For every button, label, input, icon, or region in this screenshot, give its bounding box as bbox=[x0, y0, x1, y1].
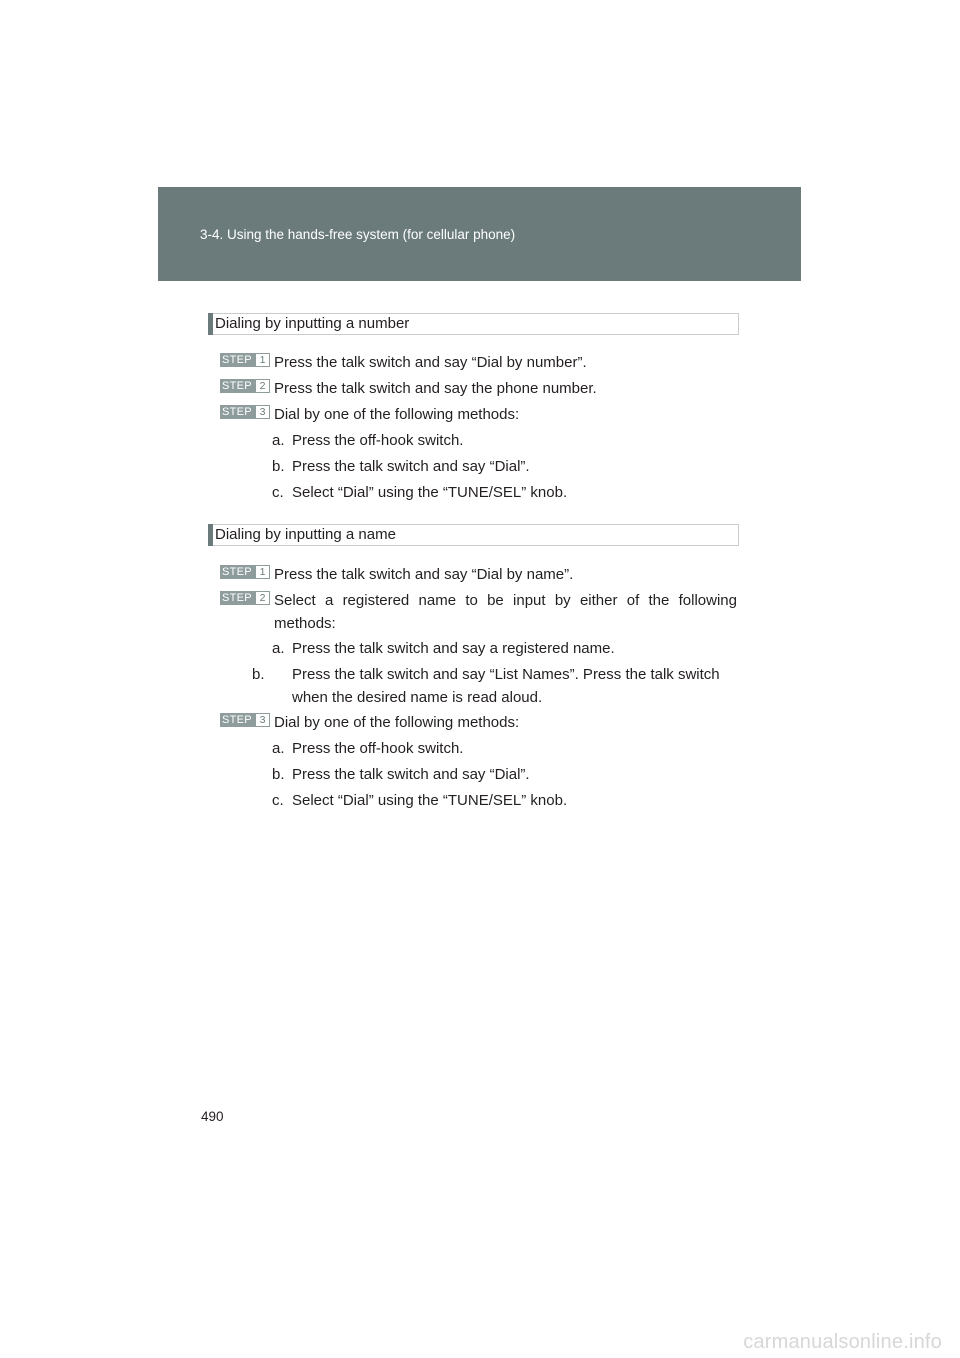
step-number: 1 bbox=[256, 566, 269, 578]
step-badge bbox=[220, 565, 270, 579]
step-label: STEP bbox=[222, 354, 252, 366]
step-number: 1 bbox=[256, 354, 269, 366]
step-badge bbox=[220, 379, 270, 393]
step-text: Dial by one of the following methods: bbox=[274, 714, 520, 731]
step-label: STEP bbox=[222, 380, 252, 392]
list-item-letter: c. bbox=[272, 484, 284, 501]
list-item-text: Select “Dial” using the “TUNE/SEL” knob. bbox=[292, 792, 568, 809]
heading-accent-bar bbox=[208, 313, 213, 335]
step-text: Select a registered name to be input by either of the following methods: bbox=[274, 592, 737, 632]
list-item-letter: c. bbox=[272, 792, 284, 809]
list-item bbox=[272, 429, 463, 452]
list-item-letter: a. bbox=[272, 432, 285, 449]
list-item bbox=[272, 737, 463, 760]
step-number: 2 bbox=[256, 592, 269, 604]
step-badge bbox=[220, 353, 270, 367]
section-heading-text: Dialing by inputting a name bbox=[215, 526, 396, 543]
list-item bbox=[252, 663, 738, 709]
list-item bbox=[272, 763, 530, 786]
step-text: Press the talk switch and say the phone number. bbox=[274, 380, 597, 397]
step-number: 3 bbox=[256, 714, 269, 726]
step-text: Dial by one of the following methods: bbox=[274, 406, 520, 423]
list-item-text: Press the off-hook switch. bbox=[292, 740, 464, 757]
header-band bbox=[158, 187, 801, 281]
list-item bbox=[272, 789, 567, 812]
list-item-letter: a. bbox=[272, 740, 285, 757]
step-label: STEP bbox=[222, 566, 252, 578]
step-text: Press the talk switch and say “Dial by number”. bbox=[274, 354, 587, 371]
list-item bbox=[272, 455, 530, 478]
section-title: 3-4. Using the hands-free system (for cellular phone) bbox=[200, 227, 516, 242]
step-badge bbox=[220, 591, 270, 605]
section-heading-number bbox=[208, 313, 739, 335]
step-badge bbox=[220, 405, 270, 419]
list-item-text: Press the talk switch and say a registered name. bbox=[292, 640, 615, 657]
section-heading-text: Dialing by inputting a number bbox=[215, 315, 410, 332]
step-label: STEP bbox=[222, 592, 252, 604]
step-number: 2 bbox=[256, 380, 269, 392]
list-item-text: Select “Dial” using the “TUNE/SEL” knob. bbox=[292, 484, 568, 501]
list-item bbox=[272, 637, 615, 660]
list-item-text: Press the talk switch and say “Dial”. bbox=[292, 766, 530, 783]
list-item-text: Press the talk switch and say “List Names”. Press the talk switch when the desired name is read aloud. bbox=[292, 666, 720, 706]
heading-accent-bar bbox=[208, 524, 213, 546]
list-item-text: Press the talk switch and say “Dial”. bbox=[292, 458, 530, 475]
list-item-letter: b. bbox=[272, 766, 285, 783]
step-badge bbox=[220, 713, 270, 727]
section-heading-name bbox=[208, 524, 739, 546]
list-item-letter: b. bbox=[272, 458, 285, 475]
step-label: STEP bbox=[222, 406, 252, 418]
list-item-letter: b. bbox=[252, 666, 265, 683]
page-number: 490 bbox=[201, 1109, 224, 1124]
step-number: 3 bbox=[256, 406, 269, 418]
step-label: STEP bbox=[222, 714, 252, 726]
watermark: carmanualsonline.info bbox=[743, 1331, 942, 1353]
list-item bbox=[272, 481, 567, 504]
step-text: Press the talk switch and say “Dial by name”. bbox=[274, 566, 574, 583]
list-item-letter: a. bbox=[272, 640, 285, 657]
list-item-text: Press the off-hook switch. bbox=[292, 432, 464, 449]
